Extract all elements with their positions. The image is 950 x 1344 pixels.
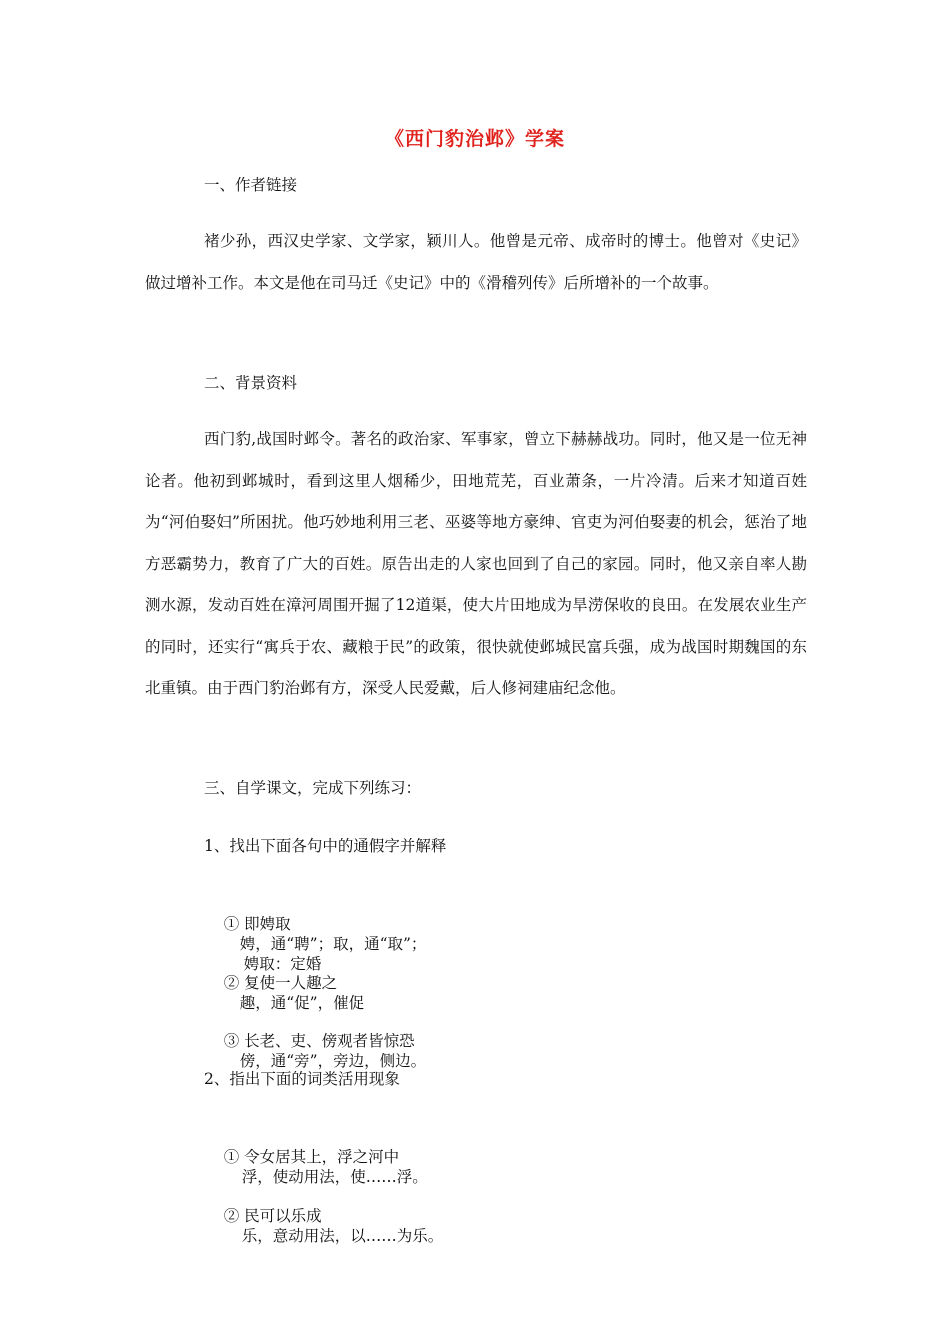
- item-answer: 浮，使动用法，使……浮。: [241, 1168, 428, 1186]
- item-sentence: ② 民可以乐成: [223, 1207, 322, 1225]
- item-answer: 娉，通“聘”；取，通“取”；: [239, 935, 427, 953]
- item-answer: 乐，意动用法，以……为乐。: [241, 1227, 444, 1245]
- item-sentence: ① 令女居其上，浮之河中: [223, 1148, 400, 1166]
- author-paragraph: 褚少孙，西汉史学家、文学家，颖川人。他曾是元帝、成帝时的博士。他曾对《史记》做过增补工作。本文是他在司马迁《史记》中的《滑稽列传》后所增补的一个故事。: [145, 232, 807, 292]
- document-title: 《西门豹治邺》学案: [384, 128, 565, 150]
- background-paragraph: 西门豹,战国时邺令。著名的政治家、军事家，曾立下赫赫战功。同时，他又是一位无神论者。他初到邺城时，看到这里人烟稀少，田地荒芜，百业萧条，一片冷清。后来才知道百姓为“河伯娶妇”所困扰。他巧妙地利用三老、巫婆等地方豪绅、官吏为河伯娶妻的机会，惩治了地方恶霸势力，教育了广大的百姓。原告出走的人家也回到了自己的家园。同时，他又亲自率人勘测水源，发动百姓在漳河周围开掘了12道渠，使大片田地成为旱涝保收的良田。在发展农业生产的同时，还实行“寓兵于农、藏粮于民”的政策，很快就使邺城民富兵强，成为战国时期魏国的东北重镇。由于西门豹治邺有方，深受人民爱戴，后人修祠建庙纪念他。: [145, 430, 807, 697]
- exercise-2-item: [204, 1186, 443, 1266]
- item-sentence: ② 复使一人趣之: [223, 974, 338, 992]
- item-extra: 娉取：定婚: [243, 955, 322, 973]
- section-heading-exercises: 三、自学课文，完成下列练习：: [204, 779, 422, 797]
- exercise-1-heading: 1、找出下面各句中的通假字并解释: [204, 837, 447, 855]
- item-answer: 傍，通“旁”，旁边，侧边。: [239, 1052, 427, 1070]
- item-sentence: ③ 长老、吏、傍观者皆惊恐: [223, 1032, 415, 1050]
- item-sentence: ① 即娉取: [223, 915, 291, 933]
- item-answer: 趣，通“促”，催促: [239, 994, 365, 1012]
- section-heading-background: 二、背景资料: [204, 374, 298, 392]
- exercise-2-heading: 2、指出下面的词类活用现象: [204, 1070, 400, 1088]
- section-heading-author: 一、作者链接: [204, 176, 298, 194]
